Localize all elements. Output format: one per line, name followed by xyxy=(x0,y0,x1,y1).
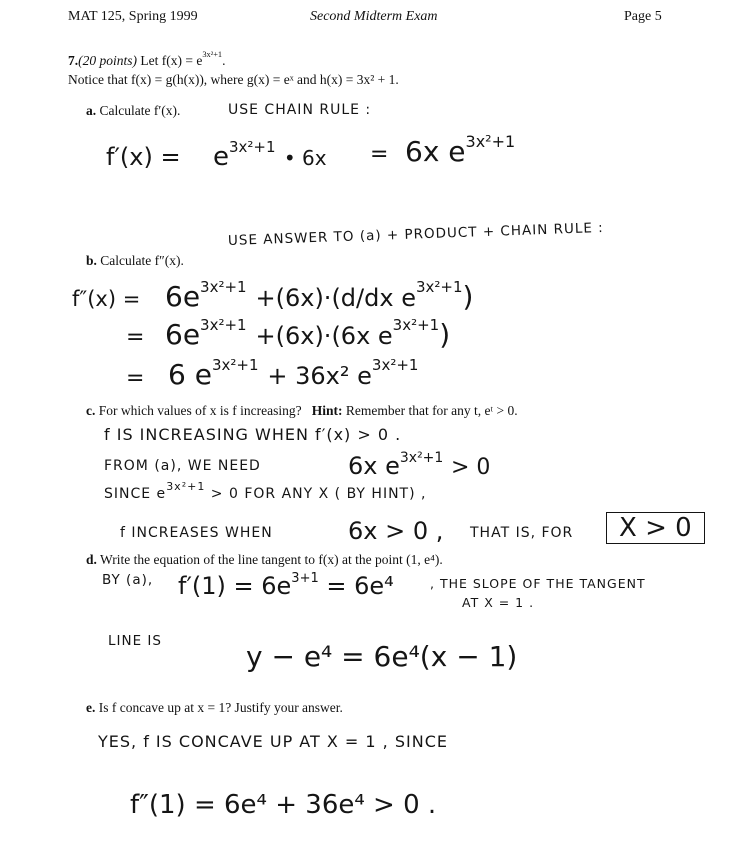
part-d-tangent-equation: y − e⁴ = 6e⁴(x − 1) xyxy=(246,640,518,673)
part-c-line4-text: f INCREASES WHEN xyxy=(120,525,273,541)
part-b-line3: 6 $e^{3x^2+1} + 36x^2$ $e^{3x^2+1}$ xyxy=(168,355,419,391)
problem-points: (20 points) xyxy=(78,53,137,68)
problem-intro xyxy=(68,50,226,69)
problem-function: Let $f(x) = e^{3x^2+1}$. xyxy=(140,50,226,68)
part-c-line2-text: FROM (a), WE NEED xyxy=(104,458,261,474)
part-d-line1-prefix: BY (a), xyxy=(102,572,154,588)
part-c-line4-suffix: THAT IS, FOR xyxy=(470,525,574,541)
part-c-line4-expr: 6x > 0 , xyxy=(348,517,444,545)
part-b-note: USE ANSWER TO (a) + PRODUCT + CHAIN RULE : xyxy=(227,219,604,249)
part-d-slope-note: , THE SLOPE OF THE TANGENT xyxy=(430,576,646,591)
part-c-answer-box: X > 0 xyxy=(606,512,705,544)
part-c-question: c. For which values of x is f increasing? Hint: Remember that for any t, eᵗ > 0. xyxy=(86,403,518,418)
part-e-line2: f″(1) = 6e⁴ + 36e⁴ > 0 . xyxy=(130,790,437,820)
part-b-line1-lhs: f″(x) = xyxy=(72,287,141,311)
problem-number: 7. xyxy=(68,53,79,68)
part-e-question: e. Is f concave up at x = 1? Justify your answer. xyxy=(86,700,343,715)
part-a-equals: = xyxy=(370,142,389,167)
part-d-slope-calc: $f'(1) = 6e^{3+1} = 6e^4$ xyxy=(178,570,394,600)
part-a-lhs: f′(x) = xyxy=(106,143,181,171)
part-d-line2-prefix: LINE IS xyxy=(108,633,162,649)
problem-notice: Notice that f(x) = g(h(x)), where g(x) = eˣ and h(x) = 3x² + 1. xyxy=(68,72,399,87)
part-d-question: d. Write the equation of the line tangent to f(x) at the point (1, e⁴). xyxy=(86,552,443,567)
part-d-slope-note-2: AT X = 1 . xyxy=(462,595,535,610)
part-c-line3: SINCE $e^{3x^2+1} > 0$ FOR ANY X ( BY HINT) , xyxy=(104,479,427,502)
part-c-line1: f IS INCREASING WHEN f′(x) > 0 . xyxy=(104,425,402,444)
header-exam-title: Second Midterm Exam xyxy=(310,9,438,24)
header-course: MAT 125, Spring 1999 xyxy=(68,9,198,24)
part-b-line3-eq: = xyxy=(126,366,145,391)
part-b-line1: $6e^{3x^2+1} +(6x)\cdot(d/dx$ $e^{3x^2+1}$) xyxy=(165,277,474,313)
part-a-note: USE CHAIN RULE : xyxy=(228,102,372,118)
part-a-question: a. Calculate f′(x). xyxy=(86,103,181,118)
part-b-line2-eq: = xyxy=(126,325,145,350)
part-a-result: 6x $e^{3x^2+1}$ xyxy=(405,131,516,168)
header-page-number: Page 5 xyxy=(624,9,662,24)
part-b-line2: $6e^{3x^2+1} +(6x)\cdot(6x$ $e^{3x^2+1}$) xyxy=(165,315,451,351)
part-c-line2-expr: 6x $e^{3x^2+1} > 0$ xyxy=(348,449,491,480)
part-b-question: b. Calculate f″(x). xyxy=(86,253,184,268)
part-a-term: $e^{3x^2+1}$ • 6x xyxy=(213,137,327,172)
part-e-line1: YES, f IS CONCAVE UP AT X = 1 , SINCE xyxy=(98,732,448,751)
